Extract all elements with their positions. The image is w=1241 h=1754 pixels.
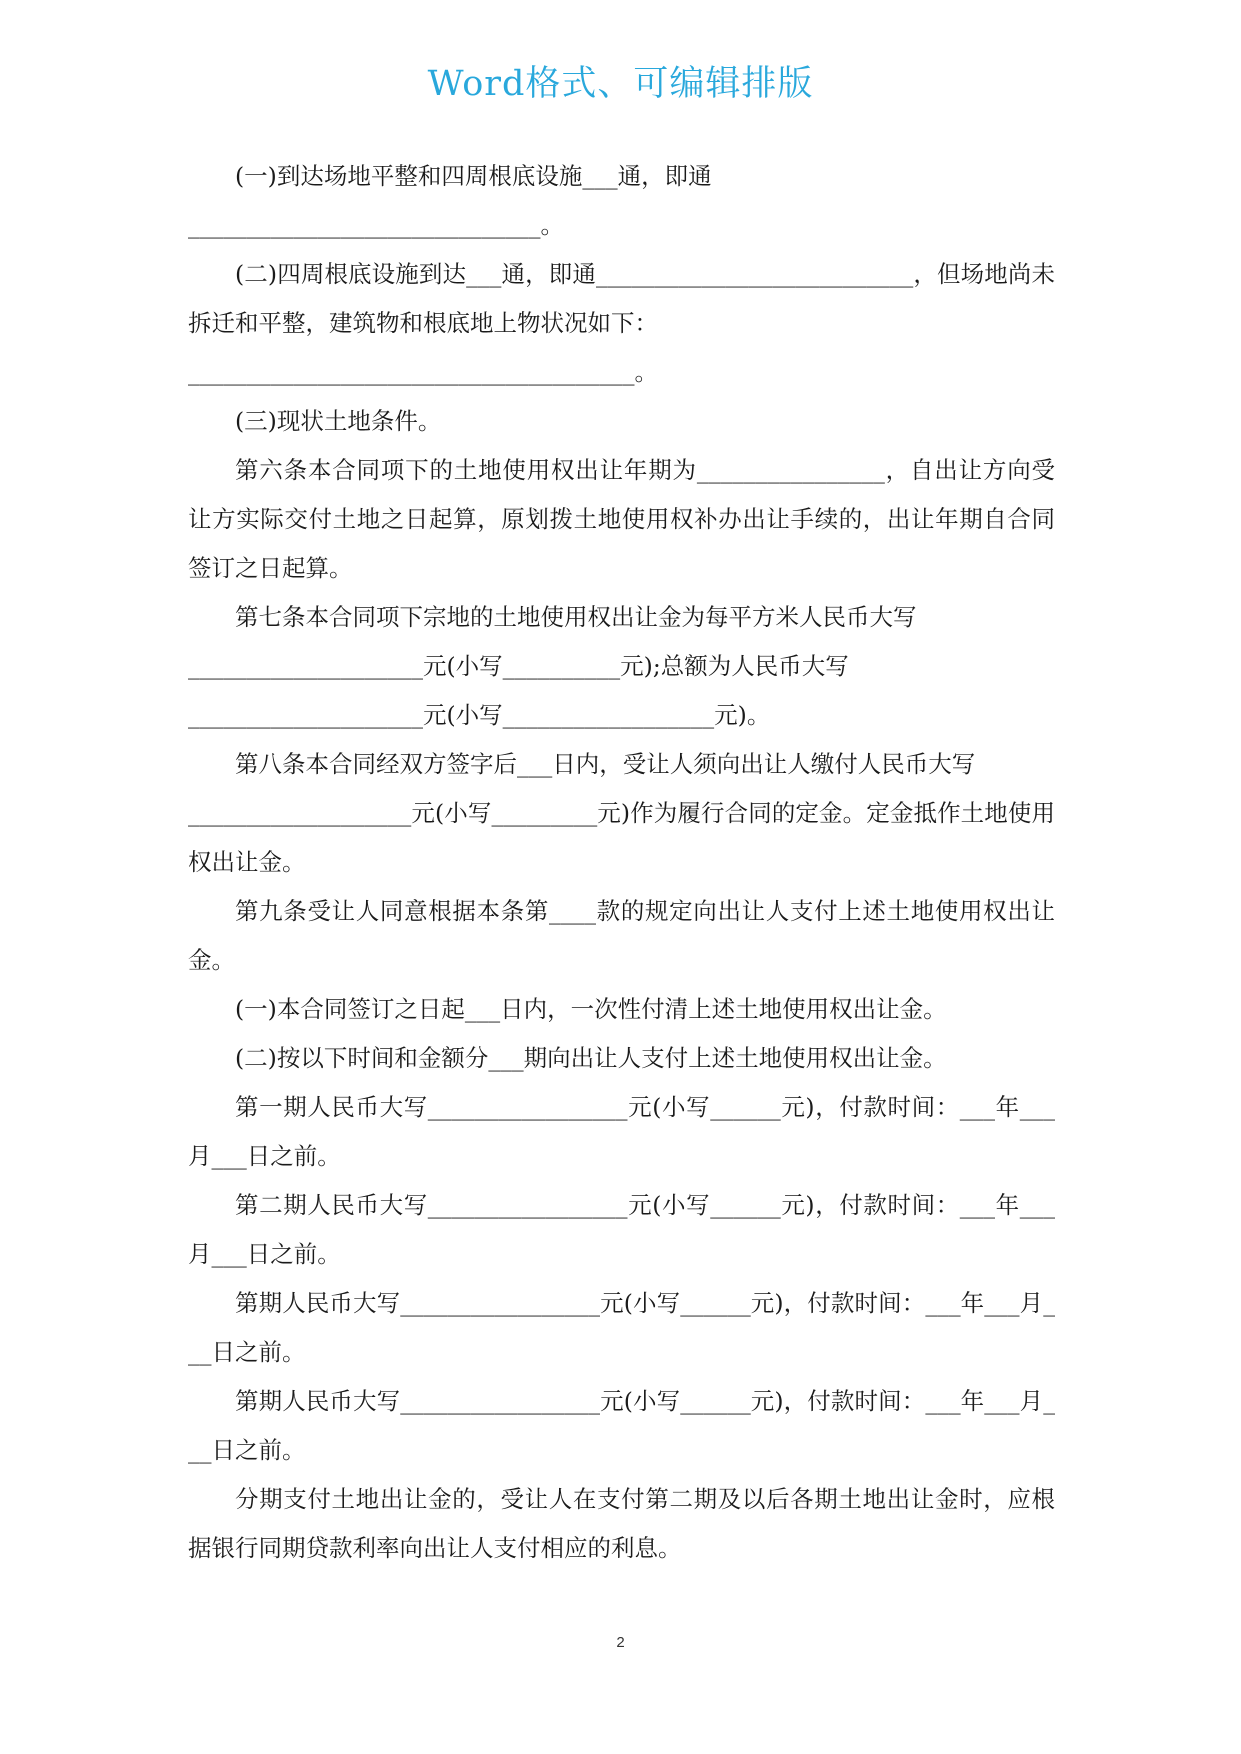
- page-header-title: Word格式、可编辑排版: [427, 64, 814, 104]
- article-9: 第九条受让人同意根据本条第____款的规定向出让人支付上述土地使用权出让金。: [188, 897, 1055, 974]
- article-9-item-1: (一)本合同签订之日起___日内，一次性付清上述土地使用权出让金。: [235, 995, 947, 1023]
- blank-line: ______________________________________。: [188, 358, 658, 386]
- article-9-item-2: (二)按以下时间和金额分___期向出让人支付上述土地使用权出让金。: [235, 1044, 947, 1072]
- document-body: [188, 152, 1055, 1573]
- page-number: 2: [616, 1634, 625, 1651]
- clause-1-item-3: (三)现状土地条件。: [235, 407, 442, 435]
- article-7-unit-price: ____________________元(小写__________元);总额为人民币大写: [188, 652, 849, 680]
- article-7-total: ____________________元(小写__________________元)。: [188, 701, 771, 729]
- article-8: 第八条本合同经双方签字后___日内，受让人须向出让人缴付人民币大写: [235, 750, 976, 778]
- installment-n: 第期人民币大写_________________元(小写______元)，付款时间：___年___月___日之前。: [188, 1289, 1055, 1366]
- clause-1-item-2: (二)四周根底设施到达___通，即通___________________________，但场地尚未拆迁和平整，建筑物和根底地上物状况如下：: [188, 260, 1055, 337]
- blank-line: ______________________________。: [188, 211, 564, 239]
- article-8-deposit: ___________________元(小写_________元)作为履行合同的定金。定金抵作土地使用权出让金。: [188, 799, 1055, 876]
- installment-n: 第期人民币大写_________________元(小写______元)，付款时间：___年___月___日之前。: [188, 1387, 1055, 1464]
- installment-interest-note: 分期支付土地出让金的，受让人在支付第二期及以后各期土地出让金时，应根据银行同期贷款利率向出让人支付相应的利息。: [188, 1485, 1055, 1562]
- article-7: 第七条本合同项下宗地的土地使用权出让金为每平方米人民币大写: [235, 603, 917, 631]
- installment-1: 第一期人民币大写_________________元(小写______元)，付款时间：___年___月___日之前。: [188, 1093, 1055, 1170]
- article-6: 第六条本合同项下的土地使用权出让年期为________________，自出让方向受让方实际交付土地之日起算，原划拨土地使用权补办出让手续的，出让年期自合同签订之日起算。: [188, 456, 1055, 582]
- clause-1-item-1: (一)到达场地平整和四周根底设施___通，即通: [235, 162, 712, 190]
- installment-2: 第二期人民币大写_________________元(小写______元)，付款时间：___年___月___日之前。: [188, 1191, 1055, 1268]
